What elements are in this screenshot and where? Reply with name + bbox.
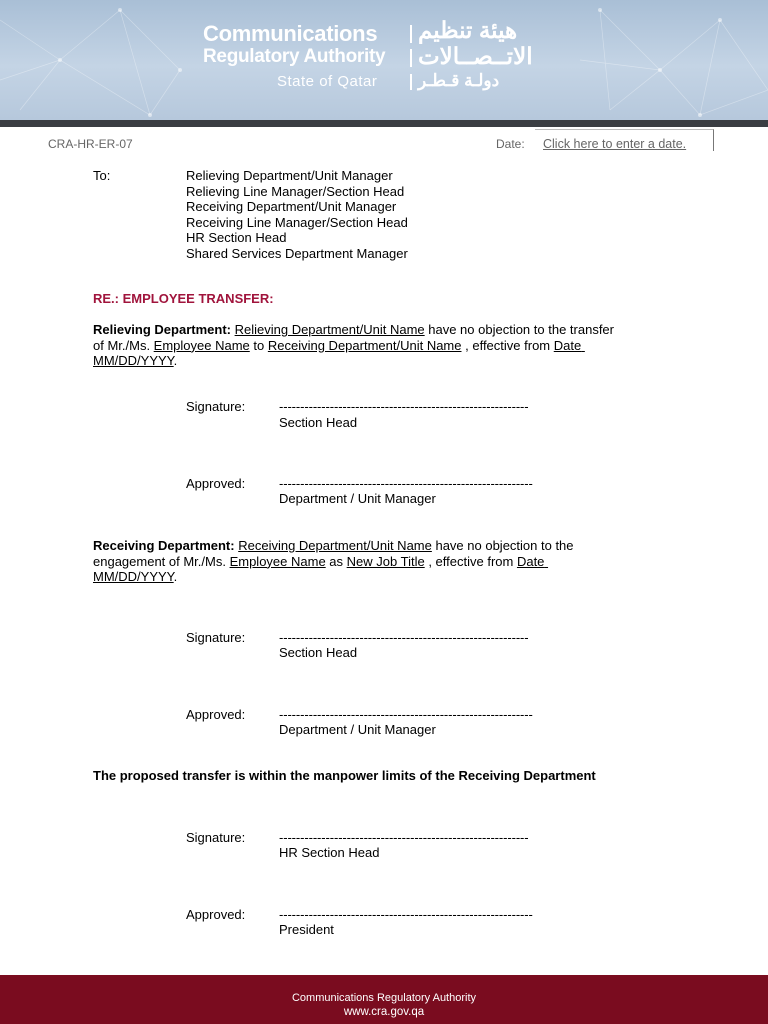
receiving-text: , effective from — [424, 553, 517, 569]
date-label: Date: — [496, 137, 525, 151]
relieving-text: , effective from — [461, 337, 554, 353]
receiving-job-title-field[interactable]: New Job Title — [346, 553, 425, 569]
approved-label: Approved: — [186, 707, 246, 722]
receiving-paragraph — [93, 538, 678, 585]
relieving-dept-field[interactable]: Relieving Department/Unit Name — [234, 322, 425, 337]
relieving-heading: Relieving Department: — [93, 322, 231, 337]
relieving-receiving-dept-field[interactable]: Receiving Department/Unit Name — [267, 337, 462, 353]
approved-role: President — [279, 922, 334, 937]
approved-line: ------------------------------------------------------------ — [279, 476, 533, 491]
receiving-employee-field[interactable]: Employee Name — [229, 553, 326, 569]
relieving-paragraph — [93, 322, 678, 369]
relieving-employee-field[interactable]: Employee Name — [153, 337, 250, 353]
signature-role: HR Section Head — [279, 845, 380, 860]
recipient-item: HR Section Head — [186, 230, 287, 245]
signature-role: Section Head — [279, 645, 358, 660]
recipient-item: Relieving Department/Unit Manager — [186, 168, 393, 183]
signature-label: Signature: — [186, 399, 246, 414]
manpower-statement: The proposed transfer is within the manpower limits of the Receiving Department — [93, 768, 596, 783]
approved-label: Approved: — [186, 476, 246, 491]
signature-line: ----------------------------------------------------------- — [279, 830, 529, 845]
relieving-text: to — [249, 337, 268, 353]
recipient-item: Shared Services Department Manager — [186, 245, 408, 261]
period: . — [173, 569, 178, 584]
receiving-text: as — [325, 553, 347, 569]
approved-line: ------------------------------------------------------------ — [279, 707, 533, 722]
relieving-date-field[interactable]: Date — [553, 337, 582, 353]
document-reference: CRA-HR-ER-07 — [48, 137, 133, 151]
letterhead-banner — [0, 0, 768, 120]
footer-banner — [0, 975, 768, 1024]
recipient-item: Receiving Line Manager/Section Head — [186, 214, 408, 230]
subject-heading: RE.: EMPLOYEE TRANSFER: — [93, 291, 274, 306]
header-org-name-line1: Communications — [203, 21, 378, 46]
signature-line: ----------------------------------------------------------- — [279, 630, 529, 645]
to-label: To: — [93, 168, 111, 183]
header-divider — [410, 49, 412, 67]
header-country-name: State of Qatar — [277, 73, 378, 90]
date-picker-field[interactable] — [535, 129, 714, 151]
header-separator-bar — [0, 120, 768, 127]
receiving-heading: Receiving Department: — [93, 538, 235, 553]
receiving-dept-field[interactable]: Receiving Department/Unit Name — [238, 538, 432, 553]
approved-label: Approved: — [186, 907, 246, 922]
receiving-date-format-field[interactable]: MM/DD/YYYY — [93, 569, 174, 584]
header-arabic-line3: دولـة قـطـر — [418, 71, 500, 90]
footer-org-name: Communications Regulatory Authority — [291, 992, 477, 1004]
recipient-list — [186, 168, 408, 261]
date-placeholder[interactable]: Click here to enter a date. — [543, 137, 687, 151]
header-divider — [410, 25, 412, 43]
period: . — [173, 353, 178, 368]
approved-line: ------------------------------------------------------------ — [279, 907, 533, 922]
signature-role: Section Head — [279, 415, 358, 430]
header-divider — [410, 74, 412, 90]
receiving-date-field[interactable]: Date — [516, 553, 545, 569]
recipient-item: Relieving Line Manager/Section Head — [186, 183, 405, 199]
receiving-text: have no objection to the — [431, 538, 574, 553]
header-arabic-line2: الاتــصــالات — [418, 43, 533, 69]
approved-role: Department / Unit Manager — [279, 722, 436, 737]
receiving-text: engagement of Mr./Ms. — [93, 553, 230, 569]
approved-role: Department / Unit Manager — [279, 491, 436, 506]
recipient-item: Receiving Department/Unit Manager — [186, 199, 397, 214]
footer-website: www.cra.gov.qa — [343, 1006, 425, 1018]
header-arabic-line1: هيئة تنظيم — [418, 17, 518, 43]
relieving-date-format-field[interactable]: MM/DD/YYYY — [93, 353, 174, 368]
relieving-text: of Mr./Ms. — [93, 337, 154, 353]
signature-label: Signature: — [186, 830, 246, 845]
relieving-text: have no objection to the transfer — [424, 322, 614, 337]
header-org-name-line2: Regulatory Authority — [203, 46, 386, 67]
signature-label: Signature: — [186, 630, 246, 645]
signature-line: ----------------------------------------------------------- — [279, 399, 529, 414]
